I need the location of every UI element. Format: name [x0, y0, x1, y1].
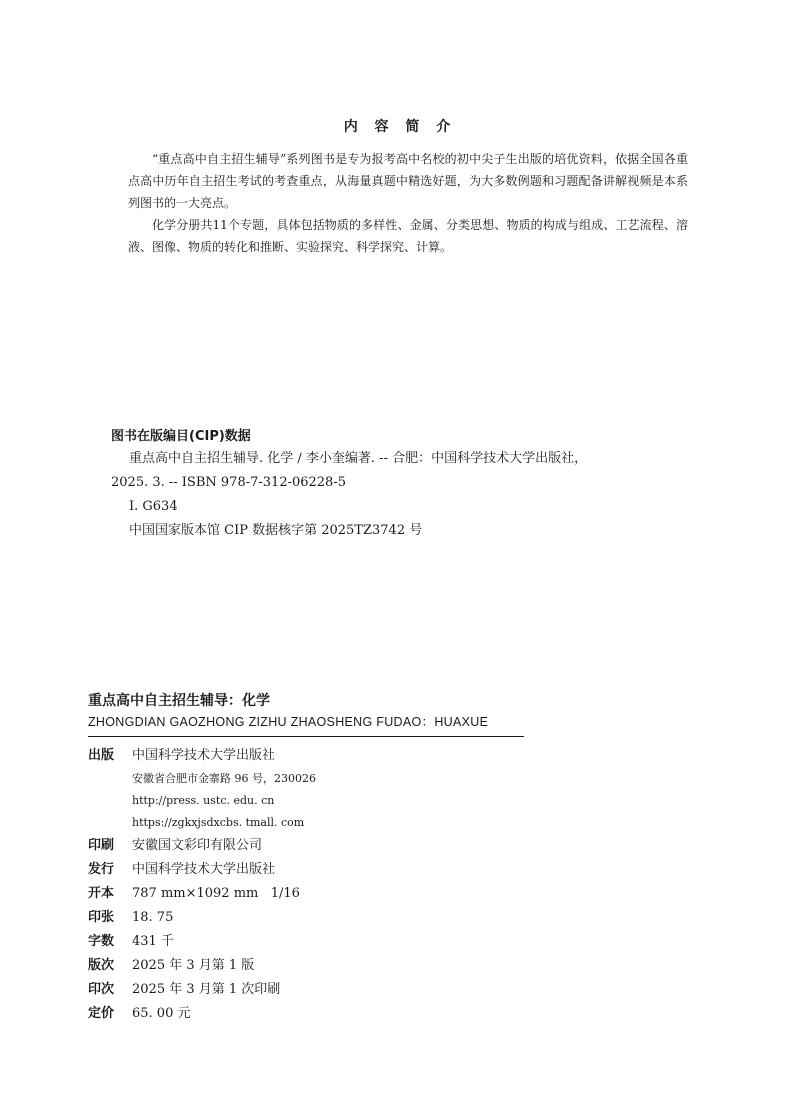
colophon-label: 版次	[88, 958, 115, 973]
words-value: 431 千	[132, 934, 174, 949]
divider	[88, 736, 524, 737]
printer-value: 安徽国文彩印有限公司	[132, 838, 263, 853]
colophon-row-publisher	[88, 744, 548, 768]
colophon-row-words	[88, 930, 548, 954]
cip-line: 重点高中自主招生辅导. 化学 / 李小奎编著. -- 合肥：中国科学技术大学出版社，	[129, 451, 588, 466]
printing-value: 2025 年 3 月第 1 次印刷	[132, 982, 281, 997]
distributor-value: 中国科学技术大学出版社	[132, 862, 276, 877]
summary-title: 内 容 简 介	[343, 119, 457, 135]
colophon-row-distributor	[88, 858, 548, 882]
colophon-label: 印刷	[88, 838, 115, 853]
colophon-label: 发行	[88, 862, 115, 877]
cip-line: Ⅰ. G634	[129, 499, 178, 514]
colophon-row-printing	[88, 978, 548, 1002]
colophon-label: 开本	[88, 886, 115, 901]
book-title: 重点高中自主招生辅导：化学	[88, 693, 270, 709]
colophon-label: 字数	[88, 934, 115, 949]
summary-paragraph: “重点高中自主招生辅导”系列图书是专为报考高中名校的初中尖子生出版的培优资料，依据全国各重点高中历年自主招生考试的考查重点，从海量真题中精选好题，为大多数例题和习题配备讲解视频是本系列图书的一大亮点。	[128, 152, 688, 210]
summary-text	[128, 148, 688, 258]
summary-paragraph: 化学分册共11个专题，具体包括物质的多样性、金属、分类思想、物质的构成与组成、工艺流程、溶液、图像、物质的转化和推断、实验探究、科学探究、计算。	[128, 218, 688, 254]
colophon-row-price	[88, 1002, 548, 1026]
edition-value: 2025 年 3 月第 1 版	[132, 958, 255, 973]
colophon	[88, 744, 548, 1026]
colophon-row-printer	[88, 834, 548, 858]
colophon-label: 出版	[88, 748, 115, 763]
book-pinyin-title: ZHONGDIAN GAOZHONG ZIZHU ZHAOSHENG FUDAO：HUAXUE	[88, 715, 489, 729]
publisher-shop-url: https://zgkxjsdxcbs. tmall. com	[132, 816, 305, 829]
cip-block	[111, 427, 711, 543]
cip-line: 中国国家版本馆 CIP 数据核字第 2025TZ3742 号	[129, 523, 423, 538]
colophon-label: 印张	[88, 910, 115, 925]
publisher-value: 中国科学技术大学出版社	[132, 748, 276, 763]
cip-line: 2025. 3. -- ISBN 978-7-312-06228-5	[111, 475, 346, 490]
colophon-label: 定价	[88, 1006, 115, 1021]
sheets-value: 18. 75	[132, 910, 174, 925]
colophon-row-sheets	[88, 906, 548, 930]
format-value: 787 mm×1092 mm 1/16	[132, 886, 300, 901]
colophon-row-edition	[88, 954, 548, 978]
publisher-address: 安徽省合肥市金寨路 96 号，230026	[132, 772, 316, 785]
price-value: 65. 00 元	[132, 1006, 191, 1021]
colophon-label: 印次	[88, 982, 115, 997]
cip-heading: 图书在版编目(CIP)数据	[111, 429, 251, 444]
colophon-row-format	[88, 882, 548, 906]
publisher-url: http://press. ustc. edu. cn	[132, 794, 275, 807]
